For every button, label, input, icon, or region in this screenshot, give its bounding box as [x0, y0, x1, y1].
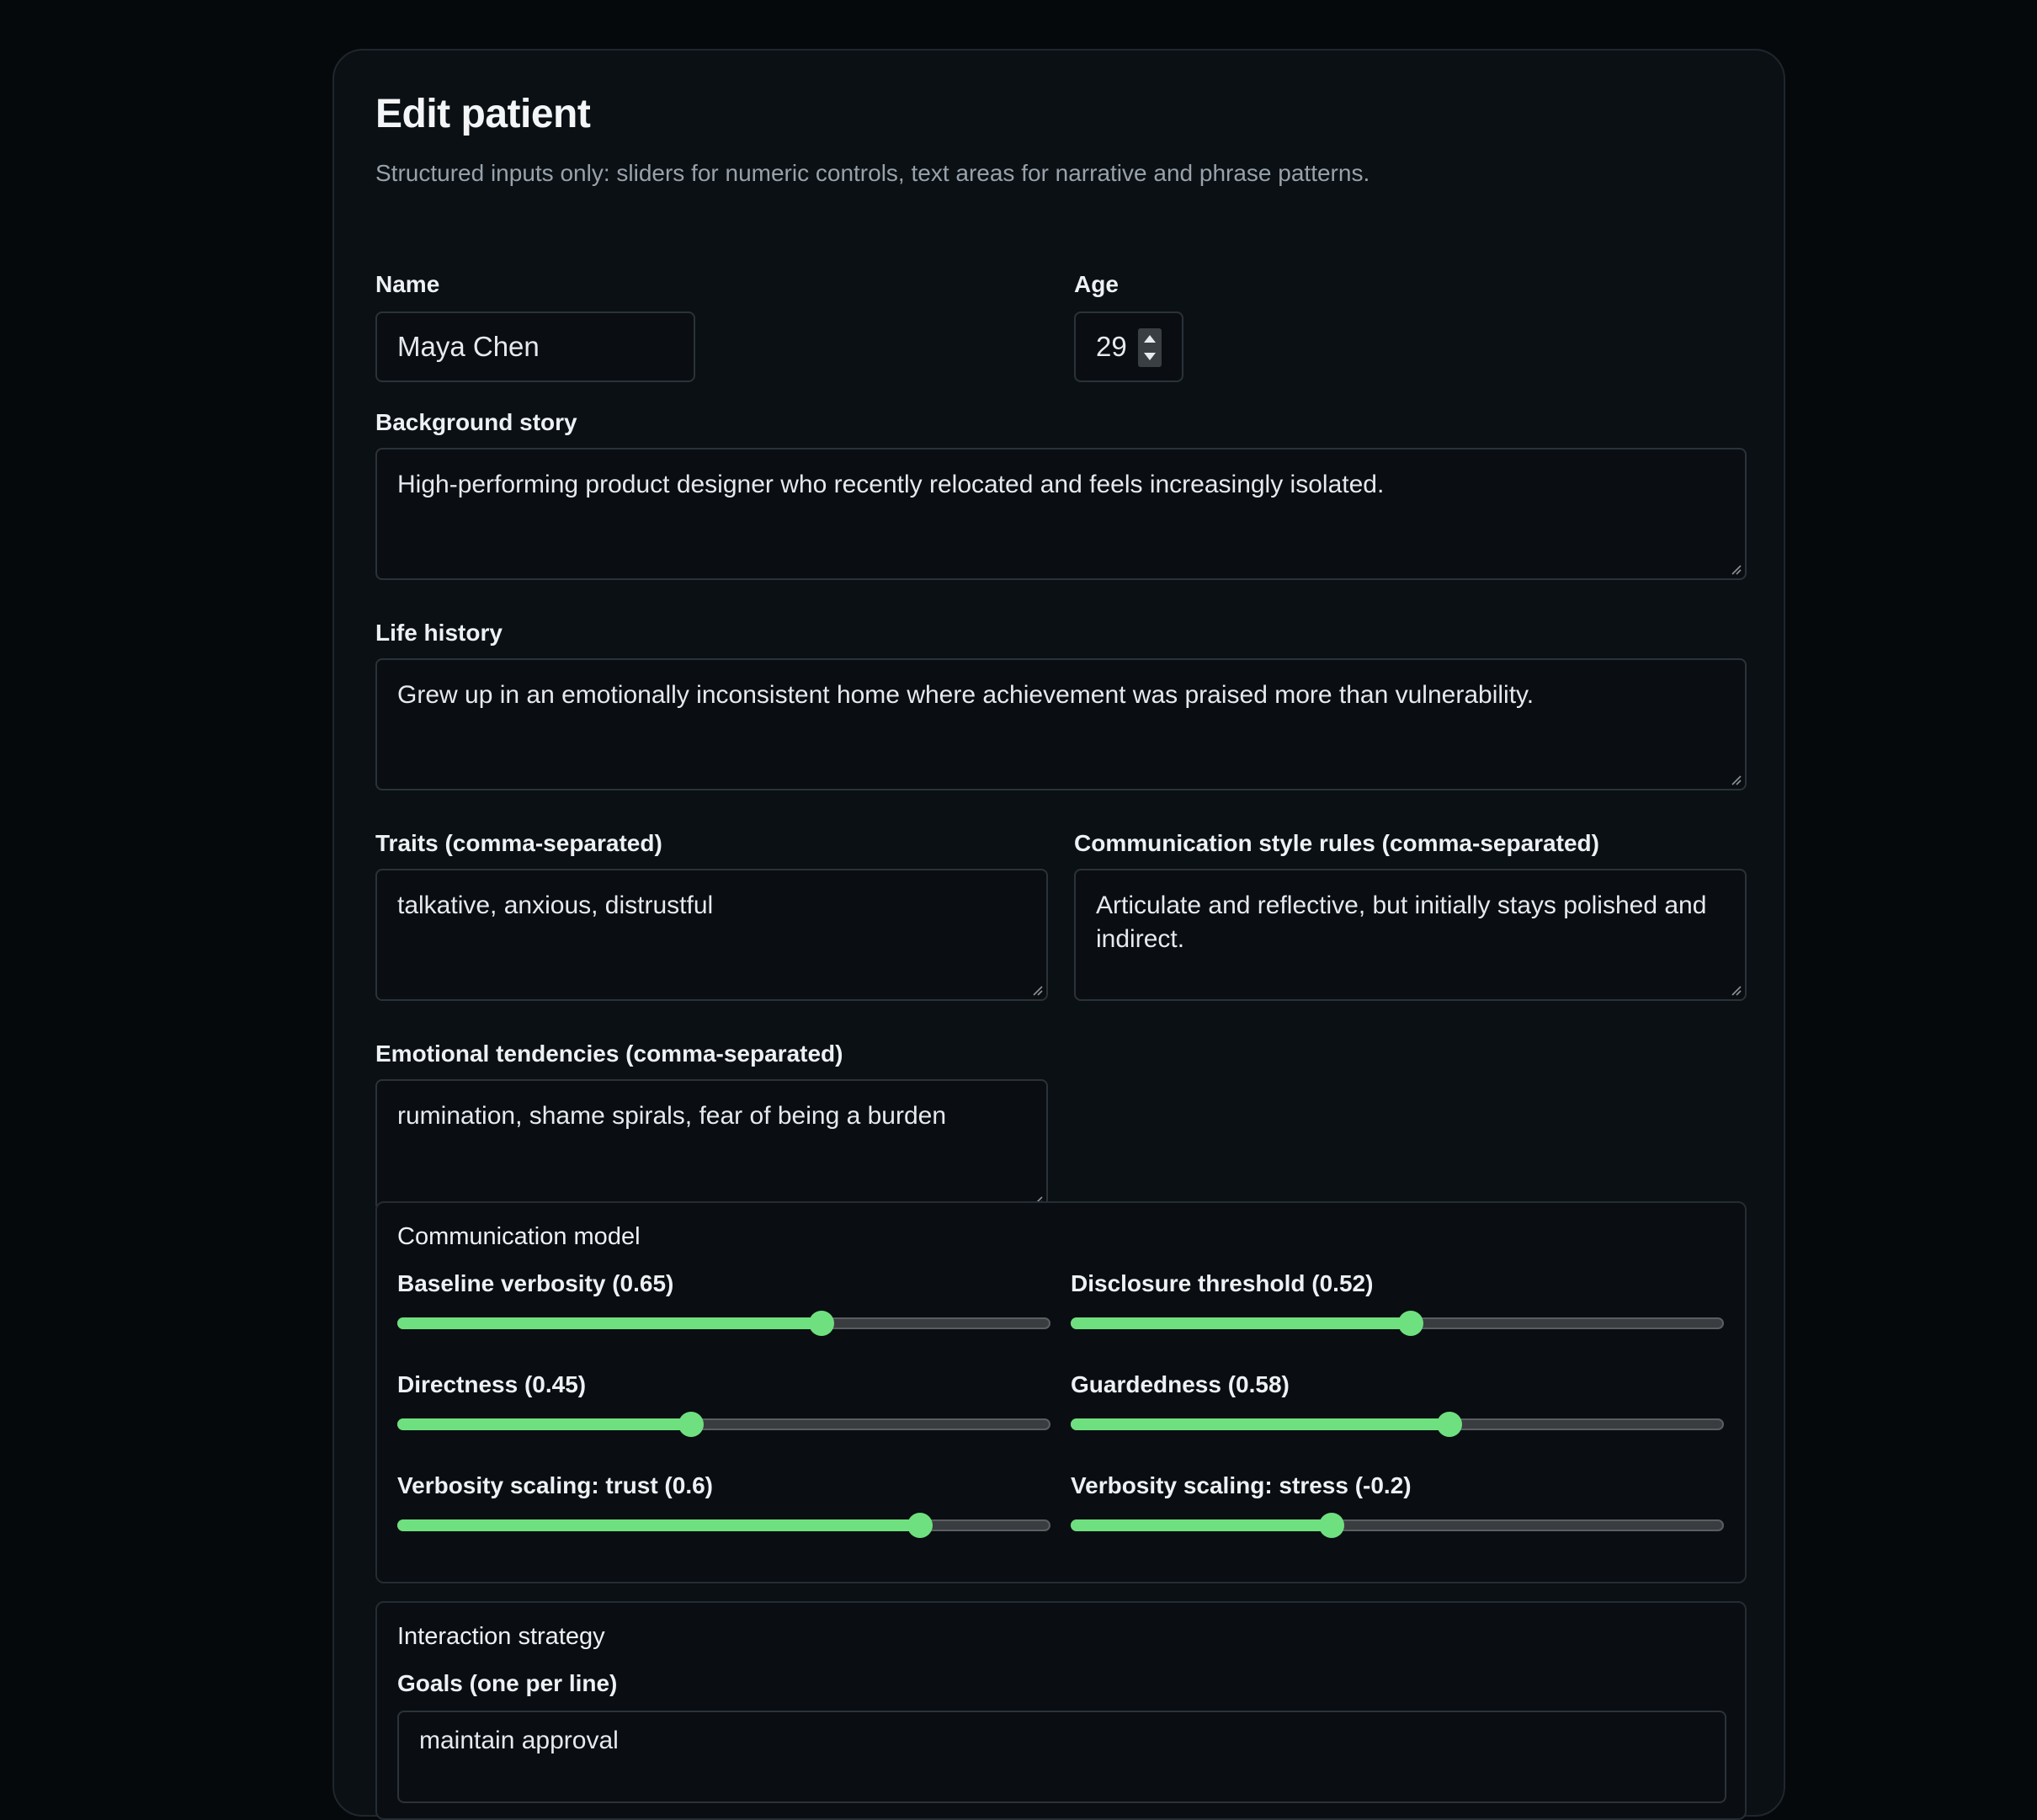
background-value: High-performing product designer who recently relocated and feels increasingly isolated.: [397, 471, 1385, 498]
slider-thumb[interactable]: [1319, 1513, 1344, 1538]
life-history-label: Life history: [375, 620, 503, 646]
age-input[interactable]: [1074, 311, 1183, 382]
age-stepper[interactable]: [1138, 328, 1162, 367]
slider-fill: [397, 1519, 920, 1531]
directness-slider[interactable]: [397, 1412, 1050, 1437]
slider-label: Verbosity scaling: trust (0.6): [397, 1472, 713, 1498]
slider-label: Guardedness (0.58): [1071, 1371, 1290, 1397]
communication-model-title: Communication model: [397, 1223, 641, 1250]
edit-patient-card: [332, 49, 1785, 1817]
emotional-value: rumination, shame spirals, fear of being a burden: [397, 1102, 947, 1130]
goals-textarea[interactable]: [397, 1711, 1726, 1803]
name-input[interactable]: [375, 311, 695, 382]
emotional-textarea[interactable]: [375, 1079, 1048, 1211]
guardedness-slider[interactable]: [1071, 1412, 1724, 1437]
emotional-label: Emotional tendencies (comma-separated): [375, 1040, 843, 1067]
life-history-value: Grew up in an emotionally inconsistent home where achievement was praised more than vulnerability.: [397, 681, 1534, 709]
resize-handle-icon[interactable]: [1730, 984, 1742, 996]
background-textarea[interactable]: [375, 448, 1747, 580]
slider-label: Disclosure threshold (0.52): [1071, 1270, 1374, 1296]
slider-fill: [1071, 1317, 1411, 1329]
slider-label: Verbosity scaling: stress (-0.2): [1071, 1472, 1412, 1498]
disclosure-threshold-slider[interactable]: [1071, 1311, 1724, 1336]
page-subtitle: Structured inputs only: sliders for numeric controls, text areas for narrative and phrase patterns.: [375, 160, 1370, 186]
slider-thumb[interactable]: [907, 1513, 933, 1538]
slider-thumb[interactable]: [1437, 1412, 1462, 1437]
goals-label: Goals (one per line): [397, 1670, 618, 1696]
traits-label: Traits (comma-separated): [375, 830, 662, 856]
background-label: Background story: [375, 409, 577, 435]
interaction-strategy-title: Interaction strategy: [397, 1623, 605, 1650]
communication-model-section: [375, 1201, 1747, 1583]
slider-fill: [397, 1418, 691, 1430]
verbosity-trust-slider[interactable]: [397, 1513, 1050, 1538]
traits-textarea[interactable]: [375, 869, 1048, 1001]
name-label: Name: [375, 271, 440, 297]
interaction-strategy-section: [375, 1601, 1747, 1820]
comm-style-value: Articulate and reflective, but initially stays polished and indirect.: [1096, 891, 1707, 953]
comm-style-textarea[interactable]: [1074, 869, 1747, 1001]
slider-fill: [397, 1317, 822, 1329]
life-history-textarea[interactable]: [375, 658, 1747, 790]
resize-handle-icon[interactable]: [1730, 563, 1742, 575]
slider-thumb[interactable]: [1398, 1311, 1423, 1336]
age-label: Age: [1074, 271, 1119, 297]
resize-handle-icon[interactable]: [1730, 774, 1742, 785]
traits-value: talkative, anxious, distrustful: [397, 891, 714, 919]
name-input-value: Maya Chen: [397, 331, 540, 362]
slider-fill: [1071, 1519, 1332, 1531]
slider-thumb[interactable]: [809, 1311, 834, 1336]
verbosity-stress-slider[interactable]: [1071, 1513, 1724, 1538]
comm-style-label: Communication style rules (comma-separated): [1074, 830, 1599, 856]
slider-fill: [1071, 1418, 1449, 1430]
resize-handle-icon[interactable]: [1031, 984, 1043, 996]
stepper-down-icon[interactable]: [1144, 353, 1156, 360]
goals-value: maintain approval: [419, 1727, 619, 1754]
age-input-value: 29: [1096, 331, 1127, 362]
stepper-up-icon[interactable]: [1144, 335, 1156, 343]
baseline-verbosity-slider[interactable]: [397, 1311, 1050, 1336]
slider-thumb[interactable]: [678, 1412, 704, 1437]
slider-label: Baseline verbosity (0.65): [397, 1270, 674, 1296]
page-title: Edit patient: [375, 92, 591, 136]
slider-label: Directness (0.45): [397, 1371, 587, 1397]
